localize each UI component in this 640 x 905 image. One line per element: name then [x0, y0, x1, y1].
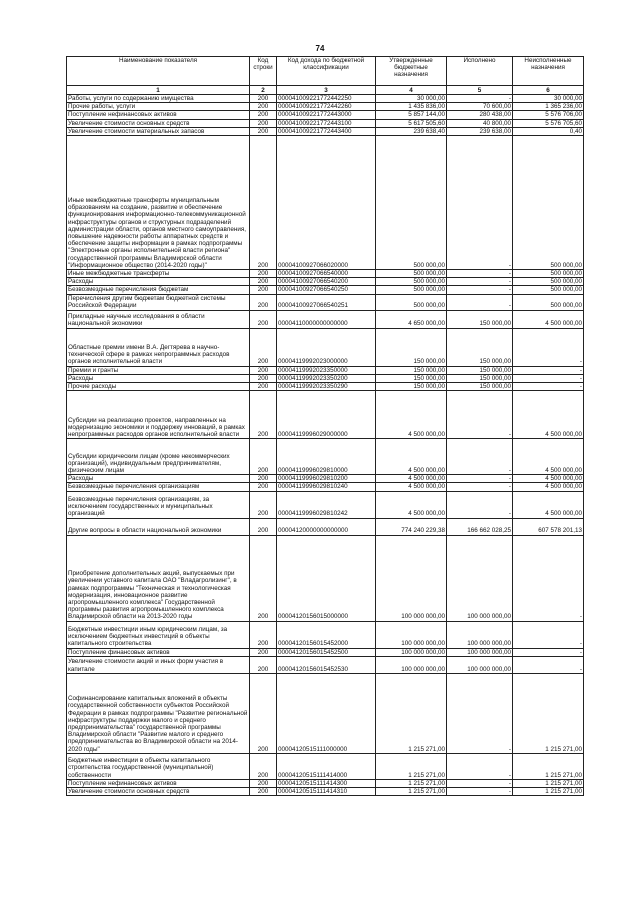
row-name: Субсидии на реализацию проектов, направленных на модернизацию экономики и поддержку инноваций, в рамках непрограммных расходов органов исполнительной власти	[67, 391, 250, 439]
row-name: Расходы	[67, 278, 250, 286]
row-income-code: 00004119996029810000	[277, 439, 376, 475]
row-name: Расходы	[67, 374, 250, 382]
row-approved-amount: 1 215 271,00	[376, 779, 447, 787]
row-unexecuted-amount: 4 500 000,00	[513, 391, 584, 439]
table-row	[67, 535, 584, 621]
row-approved-amount: 500 000,00	[376, 136, 447, 270]
row-income-code: 00004100927066540200	[277, 278, 376, 286]
row-name: Работы, услуги по содержанию имущества	[67, 95, 250, 103]
table-row	[67, 270, 584, 278]
row-executed-amount: -	[447, 294, 513, 310]
row-executed-amount: -	[447, 286, 513, 294]
row-line-code: 200	[250, 278, 277, 286]
row-executed-amount: 239 638,00	[447, 127, 513, 135]
table-row	[67, 278, 584, 286]
row-executed-amount: 150 000,00	[447, 374, 513, 382]
header-indicator-name: Наименование показателя	[67, 57, 250, 86]
row-approved-amount: 5 857 144,00	[376, 111, 447, 119]
row-line-code: 200	[250, 656, 277, 673]
table-row	[67, 111, 584, 119]
table-row	[67, 119, 584, 127]
row-name: Безвозмездные перечисления бюджетам	[67, 286, 250, 294]
row-unexecuted-amount: 500 000,00	[513, 286, 584, 294]
row-name: Софинансирование капитальных вложений в объекты государственной собственности субъектов Российской Федерации в рамках подпрограммы "Развитие региональной инфраструктуры поддержки малого и среднего предпринимательства" государственной программы Владимирской области "Развитие малого и среднего предпринимательства во Владимирской области на 2014-2020 годы"	[67, 673, 250, 753]
table-body	[67, 95, 584, 796]
row-executed-amount: -	[447, 270, 513, 278]
row-income-code: 00004119992023350200	[277, 374, 376, 382]
column-number: 3	[277, 86, 376, 95]
table-row	[67, 439, 584, 475]
row-line-code: 200	[250, 310, 277, 328]
row-executed-amount: 70 600,00	[447, 103, 513, 111]
row-unexecuted-amount: 1 215 271,00	[513, 788, 584, 796]
row-approved-amount: 30 000,00	[376, 95, 447, 103]
row-executed-amount: -	[447, 278, 513, 286]
row-approved-amount: 150 000,00	[376, 366, 447, 374]
row-unexecuted-amount: 500 000,00	[513, 270, 584, 278]
row-executed-amount: -	[447, 673, 513, 753]
row-income-code: 00004110000000000000	[277, 310, 376, 328]
row-name: Поступление нефинансовых активов	[67, 111, 250, 119]
row-executed-amount: -	[447, 483, 513, 491]
row-name: Другие вопросы в области национальной экономики	[67, 518, 250, 535]
row-unexecuted-amount: 4 500 000,00	[513, 491, 584, 518]
row-executed-amount: 166 662 028,25	[447, 518, 513, 535]
row-approved-amount: 150 000,00	[376, 374, 447, 382]
row-income-code: 00004120515111414000	[277, 753, 376, 779]
row-line-code: 200	[250, 270, 277, 278]
row-unexecuted-amount: 4 500 000,00	[513, 439, 584, 475]
row-approved-amount: 500 000,00	[376, 286, 447, 294]
table-row	[67, 648, 584, 656]
header-executed: Исполнено	[447, 57, 513, 86]
row-name: Областные премии имени В.А. Дегтярева в научно-технической сфере в рамках непрограммных расходов органов исполнительной власти	[67, 328, 250, 366]
row-income-code: 00004120515111414310	[277, 788, 376, 796]
row-line-code: 200	[250, 366, 277, 374]
row-approved-amount: 239 638,40	[376, 127, 447, 135]
row-unexecuted-amount: 0,40	[513, 127, 584, 135]
row-line-code: 200	[250, 328, 277, 366]
row-line-code: 200	[250, 119, 277, 127]
table-row	[67, 328, 584, 366]
row-income-code: 00004120156015000000	[277, 535, 376, 621]
row-executed-amount: -	[447, 136, 513, 270]
row-executed-amount: -	[447, 391, 513, 439]
row-executed-amount: 100 000 000,00	[447, 648, 513, 656]
row-line-code: 200	[250, 111, 277, 119]
row-executed-amount: 280 438,00	[447, 111, 513, 119]
row-approved-amount: 1 215 271,00	[376, 753, 447, 779]
row-executed-amount: -	[447, 788, 513, 796]
row-unexecuted-amount: 1 215 271,00	[513, 673, 584, 753]
header-line-code: Код строки	[250, 57, 277, 86]
row-unexecuted-amount: 5 576 706,00	[513, 111, 584, 119]
table-row	[67, 621, 584, 648]
row-income-code: 000041009221772442250	[277, 95, 376, 103]
table-header-row	[67, 57, 584, 86]
row-line-code: 200	[250, 95, 277, 103]
row-name: Иные межбюджетные трансферты	[67, 270, 250, 278]
row-income-code: 00004119996029810242	[277, 491, 376, 518]
row-unexecuted-amount: -	[513, 621, 584, 648]
table-row	[67, 286, 584, 294]
row-line-code: 200	[250, 439, 277, 475]
row-line-code: 200	[250, 483, 277, 491]
row-unexecuted-amount: -	[513, 648, 584, 656]
row-name: Перечисления другим бюджетам бюджетной системы Российской Федерации	[67, 294, 250, 310]
row-executed-amount: 150 000,00	[447, 328, 513, 366]
row-name: Поступление финансовых активов	[67, 648, 250, 656]
row-approved-amount: 100 000 000,00	[376, 535, 447, 621]
row-line-code: 200	[250, 535, 277, 621]
row-approved-amount: 1 435 836,00	[376, 103, 447, 111]
row-income-code: 000041009221772443400	[277, 127, 376, 135]
row-name: Увеличение стоимости основных средств	[67, 788, 250, 796]
table-row	[67, 483, 584, 491]
table-row	[67, 673, 584, 753]
row-income-code: 00004120156015452530	[277, 656, 376, 673]
row-unexecuted-amount: -	[513, 383, 584, 391]
row-line-code: 200	[250, 779, 277, 787]
row-executed-amount: 100 000 000,00	[447, 621, 513, 648]
table-row	[67, 374, 584, 382]
row-approved-amount: 100 000 000,00	[376, 621, 447, 648]
row-approved-amount: 4 500 000,00	[376, 439, 447, 475]
table-row	[67, 383, 584, 391]
row-unexecuted-amount: -	[513, 374, 584, 382]
row-approved-amount: 4 500 000,00	[376, 475, 447, 483]
table-row	[67, 95, 584, 103]
row-approved-amount: 774 240 229,38	[376, 518, 447, 535]
row-unexecuted-amount: -	[513, 535, 584, 621]
row-unexecuted-amount: 5 576 705,60	[513, 119, 584, 127]
row-name: Прочие расходы	[67, 383, 250, 391]
row-name: Безвозмездные перечисления организациям, за исключением государственных и муниципальных организаций	[67, 491, 250, 518]
row-approved-amount: 100 000 000,00	[376, 648, 447, 656]
row-income-code: 000041009221772443100	[277, 119, 376, 127]
row-income-code: 00004119992023350290	[277, 383, 376, 391]
row-unexecuted-amount: 30 000,00	[513, 95, 584, 103]
row-income-code: 000041009221772443000	[277, 111, 376, 119]
row-line-code: 200	[250, 136, 277, 270]
row-approved-amount: 150 000,00	[376, 383, 447, 391]
row-name: Увеличение стоимости основных средств	[67, 119, 250, 127]
row-name: Прочие работы, услуги	[67, 103, 250, 111]
column-number: 5	[447, 86, 513, 95]
table-row	[67, 294, 584, 310]
row-name: Расходы	[67, 475, 250, 483]
row-approved-amount: 4 650 000,00	[376, 310, 447, 328]
row-income-code: 00004119996029000000	[277, 391, 376, 439]
row-line-code: 200	[250, 103, 277, 111]
row-unexecuted-amount: 500 000,00	[513, 294, 584, 310]
row-executed-amount: -	[447, 491, 513, 518]
header-approved: Утвержденные бюджетные назначения	[376, 57, 447, 86]
row-executed-amount: 150 000,00	[447, 310, 513, 328]
row-line-code: 200	[250, 475, 277, 483]
row-line-code: 200	[250, 383, 277, 391]
row-line-code: 200	[250, 788, 277, 796]
table-row	[67, 475, 584, 483]
row-executed-amount: -	[447, 779, 513, 787]
row-executed-amount: -	[447, 753, 513, 779]
table-row	[67, 788, 584, 796]
row-executed-amount: -	[447, 439, 513, 475]
row-approved-amount: 4 500 000,00	[376, 491, 447, 518]
row-name: Увеличение стоимости материальных запасов	[67, 127, 250, 135]
row-income-code: 00004120515111414300	[277, 779, 376, 787]
row-line-code: 200	[250, 127, 277, 135]
row-income-code: 00004119996029810240	[277, 483, 376, 491]
row-unexecuted-amount: 4 500 000,00	[513, 483, 584, 491]
row-line-code: 200	[250, 518, 277, 535]
row-approved-amount: 100 000 000,00	[376, 656, 447, 673]
row-name: Бюджетные инвестиции иным юридическим лицам, за исключением бюджетных инвестиций в объекты капитального строительства	[67, 621, 250, 648]
column-number: 1	[67, 86, 250, 95]
table-row	[67, 366, 584, 374]
row-name: Приобретение дополнительных акций, выпускаемых при увеличении уставного капитала ОАО "Владагролизинг", в рамках подпрограммы "Техническая и технологическая модернизация, инновационное развитие агропромышленного комплекса" Государственной программы развития агропромышленного комплекса Владимирской области на 2013-2020 годы	[67, 535, 250, 621]
row-unexecuted-amount: 4 500 000,00	[513, 475, 584, 483]
table-row	[67, 753, 584, 779]
row-income-code: 00004100927066540251	[277, 294, 376, 310]
row-unexecuted-amount: 500 000,00	[513, 278, 584, 286]
table-row	[67, 103, 584, 111]
column-number: 4	[376, 86, 447, 95]
row-approved-amount: 1 215 271,00	[376, 673, 447, 753]
row-income-code: 00004100927066540250	[277, 286, 376, 294]
row-line-code: 200	[250, 294, 277, 310]
row-income-code: 00004120000000000000	[277, 518, 376, 535]
row-line-code: 200	[250, 753, 277, 779]
row-unexecuted-amount: 1 215 271,00	[513, 779, 584, 787]
table-row	[67, 136, 584, 270]
column-number: 6	[513, 86, 584, 95]
row-unexecuted-amount: 1 365 236,00	[513, 103, 584, 111]
row-approved-amount: 4 500 000,00	[376, 483, 447, 491]
row-executed-amount: 150 000,00	[447, 383, 513, 391]
page-number: 74	[315, 44, 325, 53]
row-income-code: 00004120156015452500	[277, 648, 376, 656]
row-approved-amount: 150 000,00	[376, 328, 447, 366]
row-executed-amount: 100 000 000,00	[447, 535, 513, 621]
row-unexecuted-amount: -	[513, 366, 584, 374]
row-income-code: 000041009221772442260	[277, 103, 376, 111]
row-income-code: 00004119996029810200	[277, 475, 376, 483]
table-row	[67, 127, 584, 135]
row-executed-amount: -	[447, 475, 513, 483]
row-line-code: 200	[250, 491, 277, 518]
row-income-code: 00004119992023000000	[277, 328, 376, 366]
row-approved-amount: 500 000,00	[376, 278, 447, 286]
row-name: Иные межбюджетные трансферты муниципальным образованиям на создание, развитие и обеспечение функционирования информационно-телекоммуникационной инфраструктуры органов и структурных подразделений администрации области, органов местного самоуправления, повышение надежности работы аппаратных средств и обеспечение защиты информации в рамках подпрограммы "Электронные органы исполнительной власти региона" государственной программы Владимирской области "Информационное общество (2014-2020 годы)"	[67, 136, 250, 270]
row-name: Премии и гранты	[67, 366, 250, 374]
row-name: Прикладные научные исследования в области национальной экономики	[67, 310, 250, 328]
header-unexecuted: Неисполненные назначения	[513, 57, 584, 86]
row-approved-amount: 4 500 000,00	[376, 391, 447, 439]
row-line-code: 200	[250, 673, 277, 753]
row-line-code: 200	[250, 391, 277, 439]
row-unexecuted-amount: 500 000,00	[513, 136, 584, 270]
row-line-code: 200	[250, 286, 277, 294]
row-line-code: 200	[250, 621, 277, 648]
row-executed-amount: -	[447, 95, 513, 103]
row-approved-amount: 500 000,00	[376, 270, 447, 278]
row-name: Бюджетные инвестиции в объекты капитального строительства государственной (муниципальной) собственности	[67, 753, 250, 779]
row-executed-amount: 100 000 000,00	[447, 656, 513, 673]
row-line-code: 200	[250, 648, 277, 656]
table-row	[67, 779, 584, 787]
row-approved-amount: 1 215 271,00	[376, 788, 447, 796]
row-income-code: 00004119992023350000	[277, 366, 376, 374]
row-line-code: 200	[250, 374, 277, 382]
row-unexecuted-amount: -	[513, 656, 584, 673]
row-unexecuted-amount: 607 578 201,13	[513, 518, 584, 535]
row-unexecuted-amount: 4 500 000,00	[513, 310, 584, 328]
row-name: Безвозмездные перечисления организациям	[67, 483, 250, 491]
row-executed-amount: 40 800,00	[447, 119, 513, 127]
row-approved-amount: 500 000,00	[376, 294, 447, 310]
table-row	[67, 491, 584, 518]
row-name: Увеличение стоимости акций и иных форм участия в капитале	[67, 656, 250, 673]
row-approved-amount: 5 617 505,60	[376, 119, 447, 127]
row-income-code: 00004100927066020000	[277, 136, 376, 270]
row-name: Субсидии юридическим лицам (кроме некоммерческих организаций), индивидуальным предпринимателям, физическим лицам	[67, 439, 250, 475]
column-number: 2	[250, 86, 277, 95]
row-income-code: 00004120515111000000	[277, 673, 376, 753]
table-row	[67, 518, 584, 535]
row-name: Поступление нефинансовых активов	[67, 779, 250, 787]
header-income-code: Код дохода по бюджетной классификации	[277, 57, 376, 86]
table-row	[67, 310, 584, 328]
row-unexecuted-amount: 1 215 271,00	[513, 753, 584, 779]
table-row	[67, 391, 584, 439]
row-income-code: 00004120156015452000	[277, 621, 376, 648]
column-number-row	[67, 86, 584, 95]
row-income-code: 00004100927066540000	[277, 270, 376, 278]
row-unexecuted-amount: -	[513, 328, 584, 366]
row-executed-amount: 150 000,00	[447, 366, 513, 374]
budget-execution-table	[66, 56, 584, 796]
table-row	[67, 656, 584, 673]
